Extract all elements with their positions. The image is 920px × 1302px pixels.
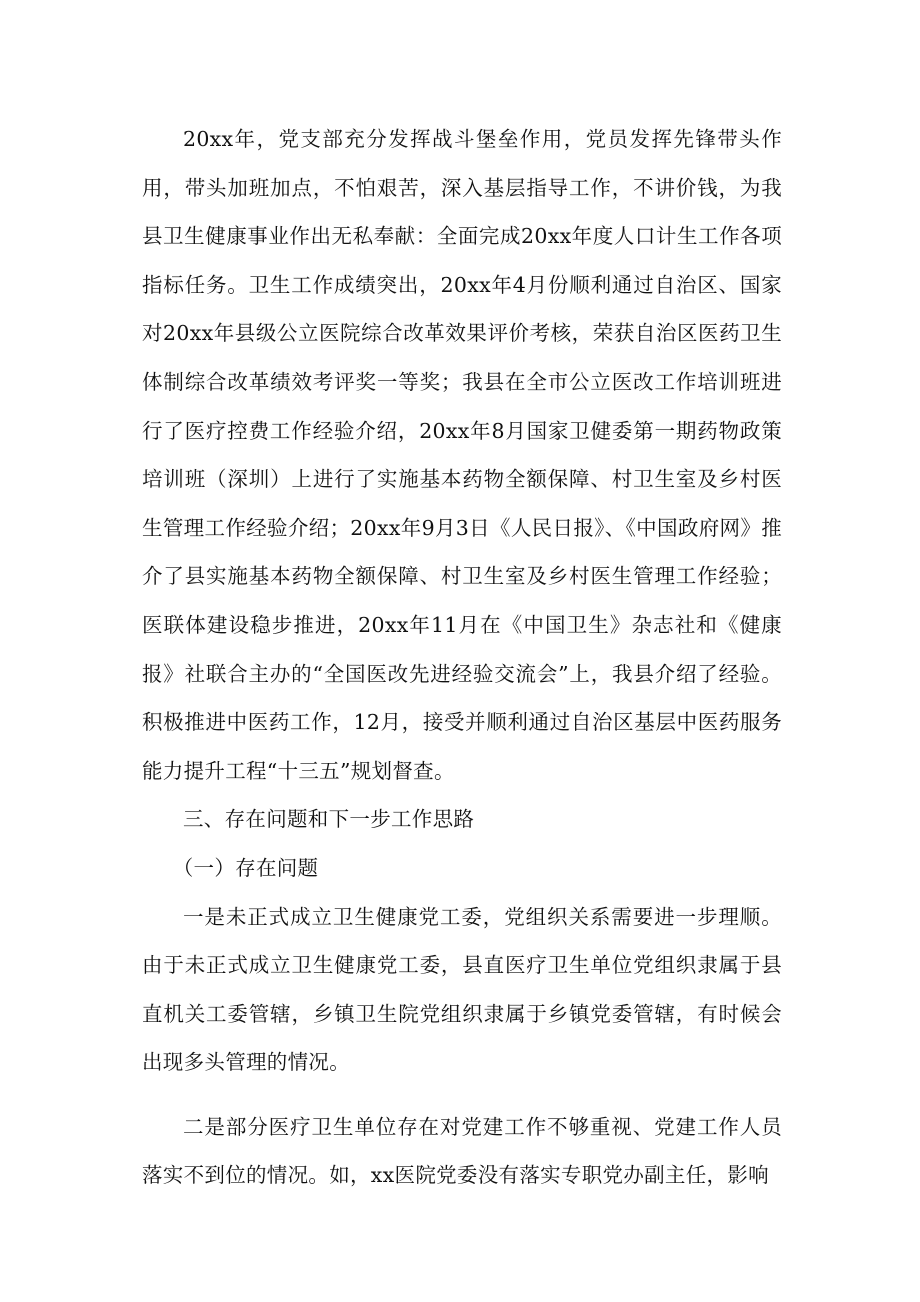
paragraph-spacer bbox=[142, 1087, 782, 1103]
paragraph-achievements: 20xx年，党支部充分发挥战斗堡垒作用，党员发挥先锋带头作用，带头加班加点，不怕艰苦，深入基层指导工作，不讲价钱，为我县卫生健康事业作出无私奉献：全面完成20xx年度人口计生工作各项指标任务。卫生工作成绩突出，20xx年4月份顺利通过自治区、国家对20xx年县级公立医院综合改革效果评价考核，荣获自治区医药卫生体制综合改革绩效考评奖一等奖；我县在全市公立医改工作培训班进行了医疗控费工作经验介绍，20xx年8月国家卫健委第一期药物政策培训班（深圳）上进行了实施基本药物全额保障、村卫生室及乡村医生管理工作经验介绍；20xx年9月3日《人民日报》、《中国政府网》推介了县实施基本药物全额保障、村卫生室及乡村医生管理工作经验；医联体建设稳步推进，20xx年11月在《中国卫生》杂志社和《健康报》社联合主办的“全国医改先进经验交流会”上，我县介绍了经验。积极推进中医药工作，12月，接受并顺利通过自治区基层中医药服务能力提升工程“十三五”规划督查。 bbox=[142, 127, 782, 783]
section-heading-problems-and-plans: 三、存在问题和下一步工作思路 bbox=[183, 807, 475, 832]
subsection-heading-existing-problems: （一）存在问题 bbox=[172, 855, 319, 880]
document-body bbox=[142, 115, 782, 1200]
paragraph-problem-one: 一是未正式成立卫生健康党工委，党组织关系需要进一步理顺。由于未正式成立卫生健康党工委，县直医疗卫生单位党组织隶属于县直机关工委管辖，乡镇卫生院党组织隶属于乡镇党委管辖，有时候会出现多头管理的情况。 bbox=[142, 904, 782, 1075]
paragraph-problem-two: 二是部分医疗卫生单位存在对党建工作不够重视、党建工作人员落实不到位的情况。如，xx医院党委没有落实专职党办副主任，影响 bbox=[142, 1114, 782, 1188]
